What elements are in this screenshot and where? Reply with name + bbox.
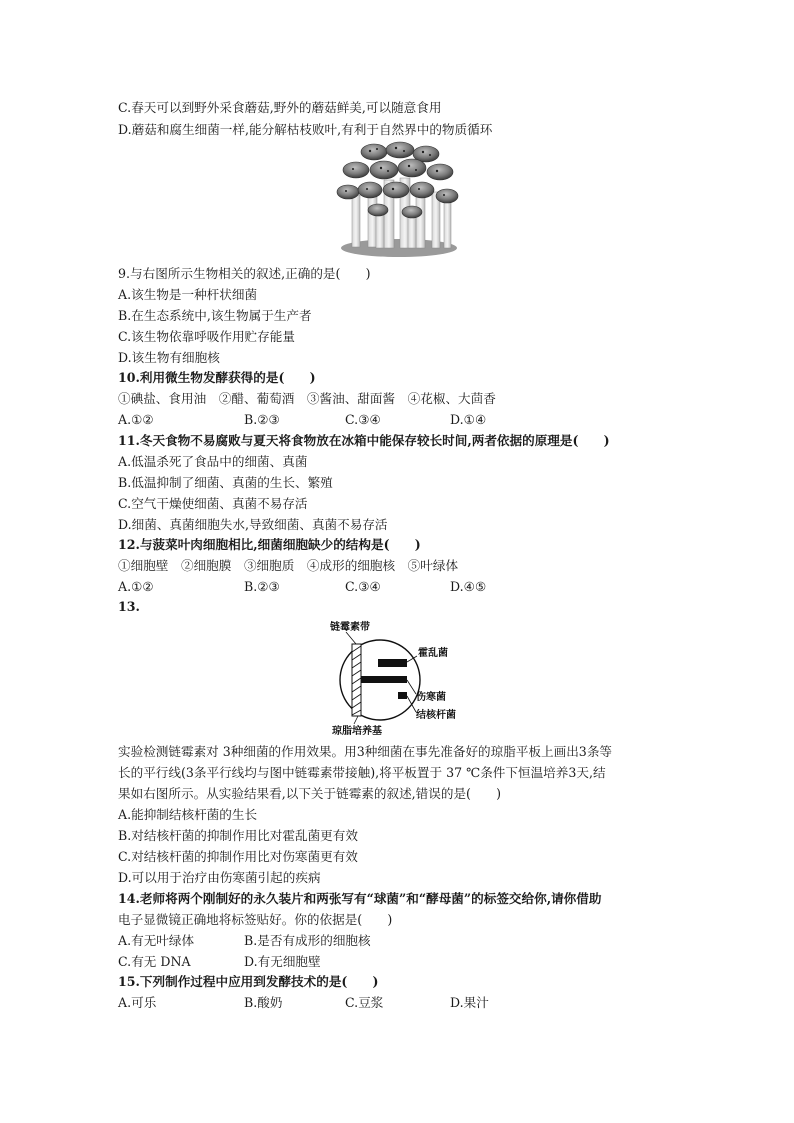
streptomycin-strip [352, 644, 361, 716]
q15-option-c: C.豆浆 [345, 995, 384, 1010]
q12-stem: 12.与菠菜叶肉细胞相比,细菌细胞缺少的结构是( ) [118, 537, 421, 552]
q11-stem: 11.冬天食物不易腐败与夏天将食物放在冰箱中能保存较长时间,两者依据的原理是( ) [118, 433, 610, 448]
q14-option-a: A.有无叶绿体 [118, 933, 195, 948]
q13-stem-line-3: 果如右图所示。从实验结果看,以下关于链霉素的叙述,错误的是( ) [118, 786, 502, 801]
q12-option-a: A.①② [118, 579, 154, 594]
label-cholera: 霍乱菌 [418, 648, 448, 659]
typhoid-growth-line [361, 676, 407, 683]
q15-option-d: D.果汁 [450, 995, 489, 1010]
q10-items: ①碘盐、食用油 ②醋、葡萄酒 ③酱油、甜面酱 ④花椒、大茴香 [118, 391, 496, 406]
q12-option-c: C.③④ [345, 579, 381, 594]
q15-stem: 15.下列制作过程中应用到发酵技术的是( ) [118, 974, 379, 989]
mushroom-image [334, 140, 464, 258]
q13-stem-line-1: 实验检测链霉素对 3种细菌的作用效果。用3种细菌在事先准备好的琼脂平板上画出3条等 [118, 744, 613, 759]
q12-option-b: B.②③ [244, 579, 280, 594]
q9-option-c: C.该生物依靠呼吸作用贮存能量 [118, 329, 295, 344]
q9-option-d: D.该生物有细胞核 [118, 350, 220, 365]
label-streptomycin-strip: 链霉素带 [330, 622, 370, 633]
streptomycin-plate-diagram [322, 618, 472, 736]
q11-option-a: A.低温杀死了食品中的细菌、真菌 [118, 454, 308, 469]
q10-option-a: A.①② [118, 412, 154, 427]
q9-option-b: B.在生态系统中,该生物属于生产者 [118, 308, 312, 323]
q14-option-c: C.有无 DNA [118, 954, 191, 969]
q10-option-b: B.②③ [244, 412, 280, 427]
q13-option-a: A.能抑制结核杆菌的生长 [118, 807, 258, 822]
q12-option-d: D.④⑤ [450, 579, 487, 594]
q9-stem: 9.与右图所示生物相关的叙述,正确的是( ) [118, 266, 371, 281]
label-tuberculosis: 结核杆菌 [416, 710, 456, 721]
q13-option-d: D.可以用于治疗由伤寒菌引起的疾病 [118, 870, 321, 885]
q15-option-b: B.酸奶 [244, 995, 283, 1010]
label-agar: 琼脂培养基 [332, 726, 382, 736]
q8-option-c: C.春天可以到野外采食蘑菇,野外的蘑菇鲜美,可以随意食用 [118, 100, 442, 115]
q9-option-a: A.该生物是一种杆状细菌 [118, 287, 258, 302]
q10-option-d: D.①④ [450, 412, 487, 427]
q10-option-c: C.③④ [345, 412, 381, 427]
q12-items: ①细胞壁 ②细胞膜 ③细胞质 ④成形的细胞核 ⑤叶绿体 [118, 558, 459, 573]
tuberculosis-growth-line [398, 692, 407, 699]
label-typhoid: 伤寒菌 [416, 692, 446, 703]
q14-option-b: B.是否有成形的细胞核 [244, 933, 371, 948]
q14-stem-line-1: 14.老师将两个刚制好的永久装片和两张写有“球菌”和“酵母菌”的标签交给你,请你借助 [118, 891, 602, 906]
q11-option-c: C.空气干燥使细菌、真菌不易存活 [118, 496, 308, 511]
q13-stem-line-2: 长的平行线(3条平行线均与图中链霉素带接触),将平板置于 37 ℃条件下恒温培养3天,结 [118, 765, 606, 780]
q11-option-d: D.细菌、真菌细胞失水,导致细菌、真菌不易存活 [118, 517, 388, 532]
q8-option-d: D.蘑菇和腐生细菌一样,能分解枯枝败叶,有利于自然界中的物质循环 [118, 122, 493, 137]
q10-stem: 10.利用微生物发酵获得的是( ) [118, 370, 316, 385]
q14-option-d: D.有无细胞壁 [244, 954, 321, 969]
q15-option-a: A.可乐 [118, 995, 157, 1010]
q13-option-c: C.对结核杆菌的抑制作用比对伤寒菌更有效 [118, 849, 358, 864]
cholera-growth-line [378, 659, 407, 667]
q13-number: 13. [118, 599, 140, 614]
q11-option-b: B.低温抑制了细菌、真菌的生长、繁殖 [118, 475, 333, 490]
q13-option-b: B.对结核杆菌的抑制作用比对霍乱菌更有效 [118, 828, 358, 843]
q14-stem-line-2: 电子显微镜正确地将标签贴好。你的依据是( ) [118, 912, 393, 927]
